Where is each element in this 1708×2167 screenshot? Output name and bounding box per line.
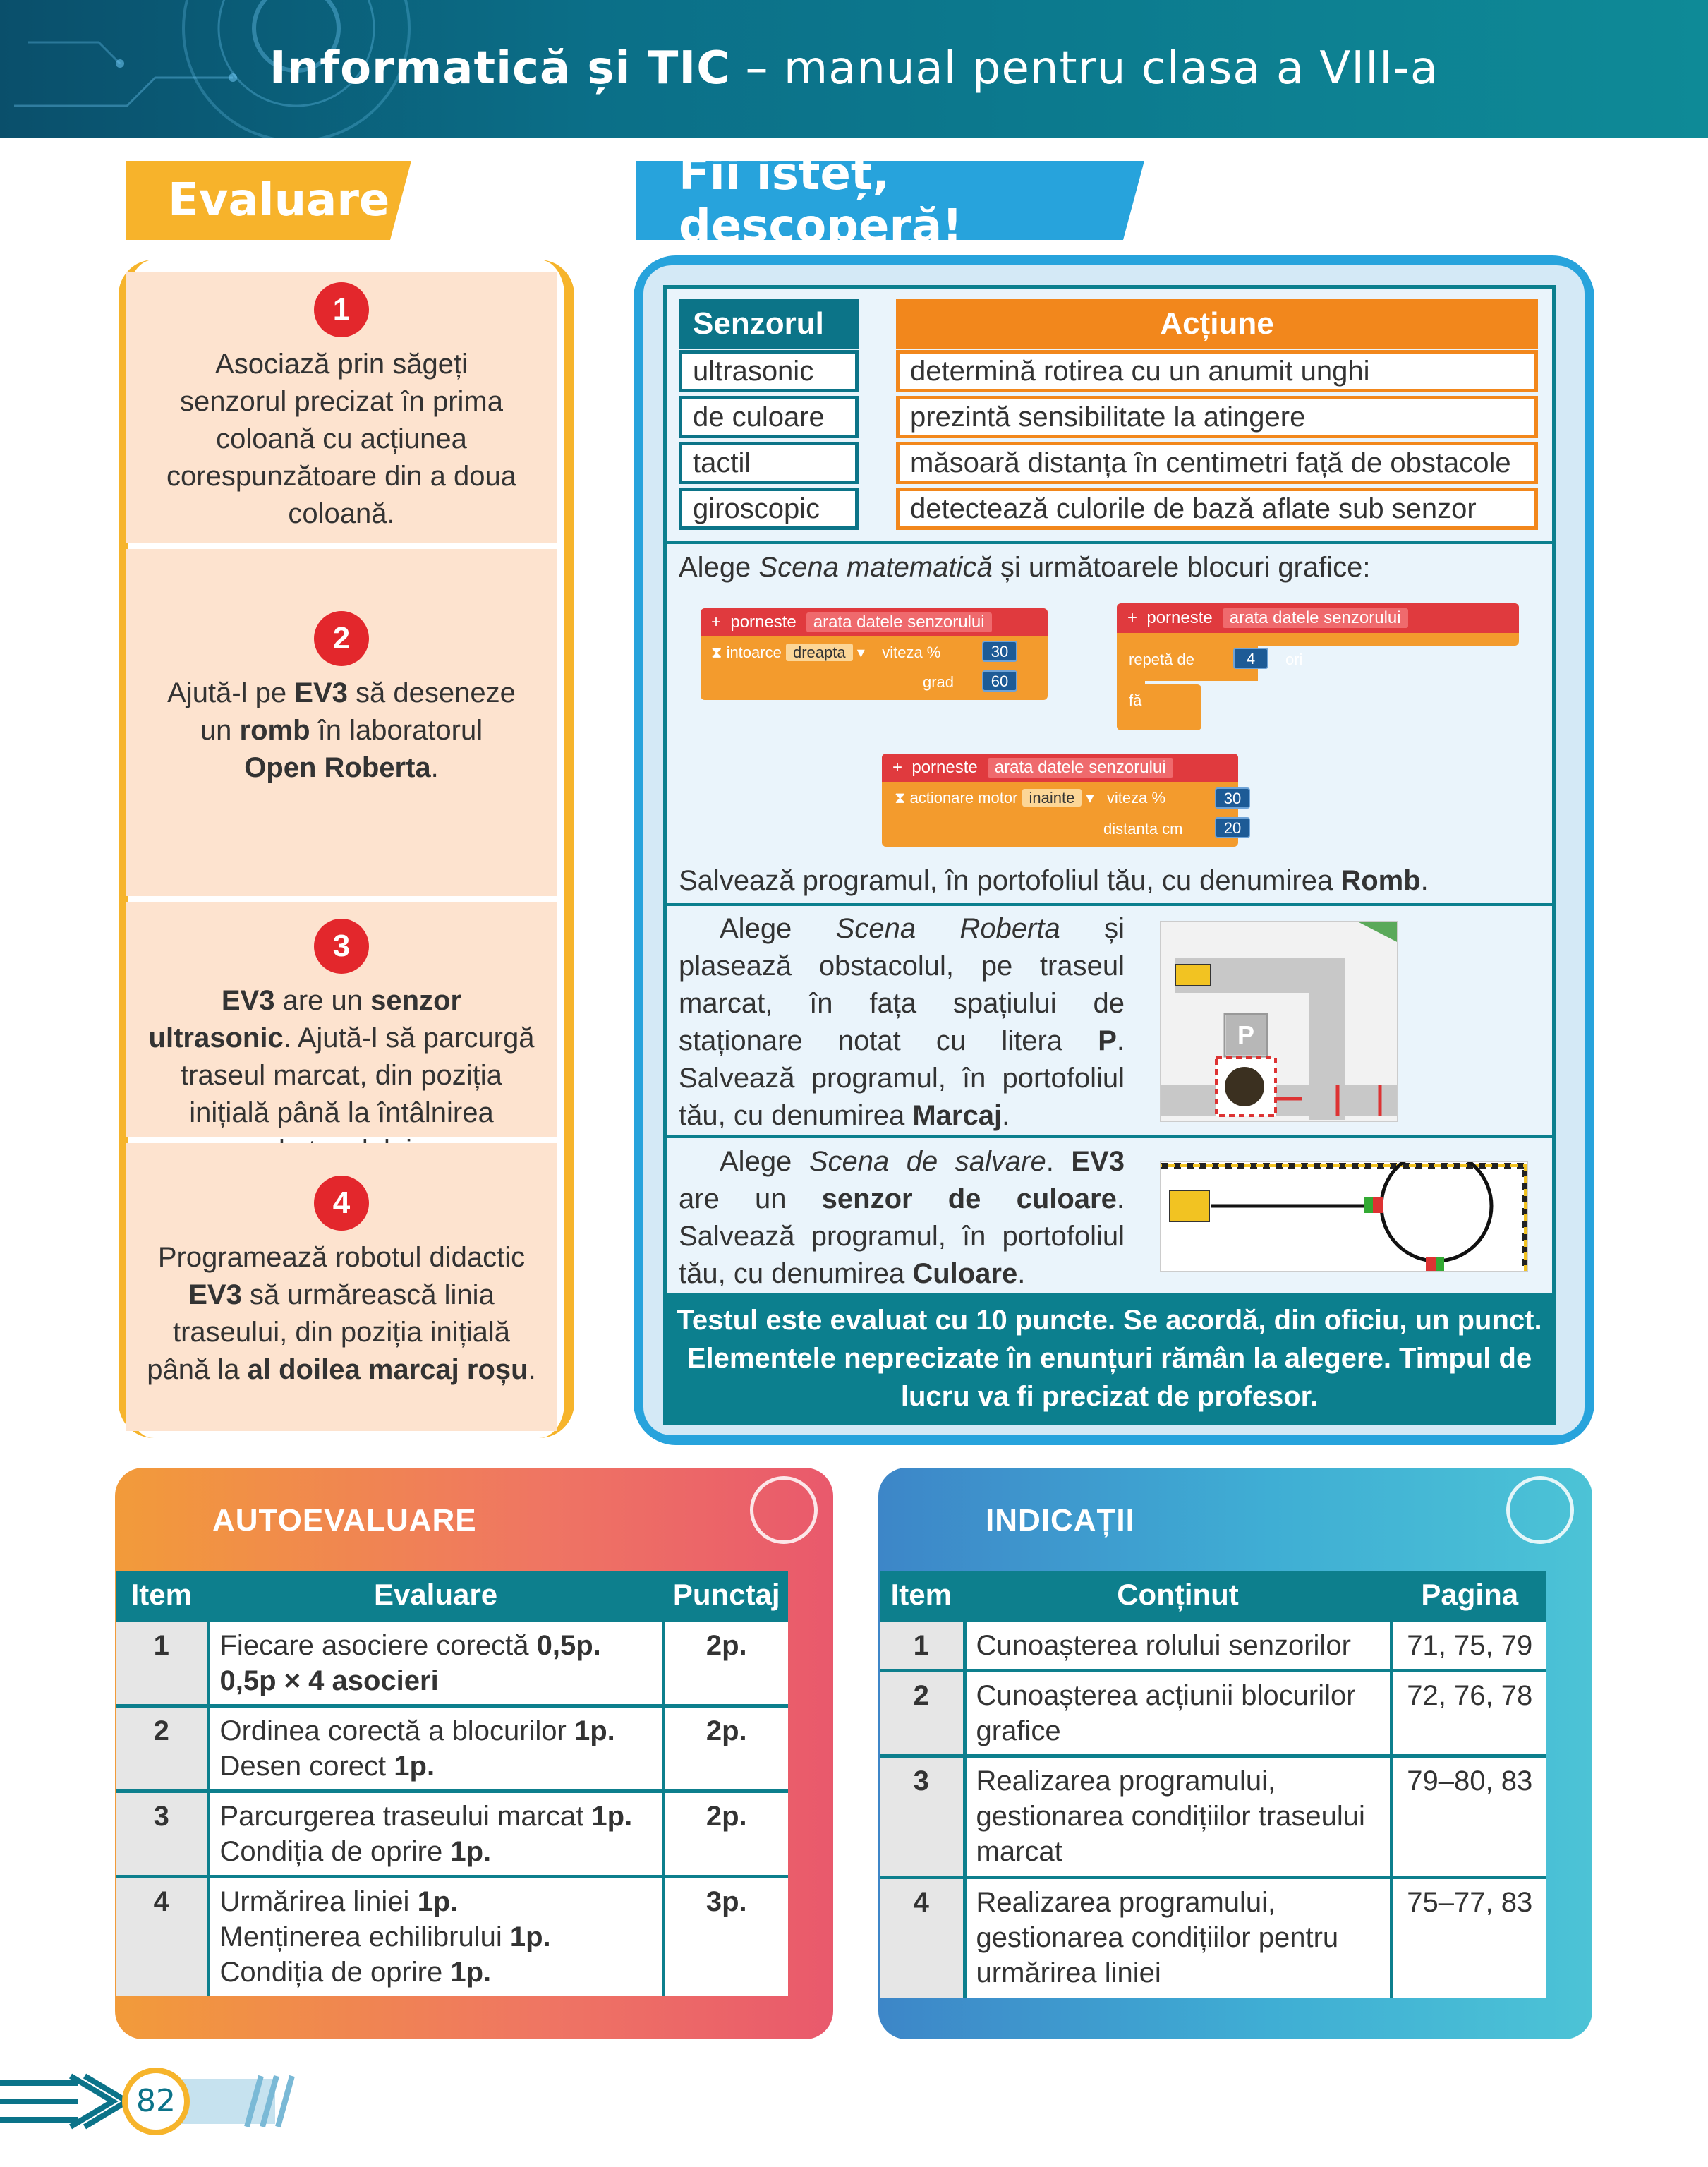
header-punctaj: Punctaj xyxy=(663,1571,788,1620)
evaluation-note: Testul este evaluat cu 10 puncte. Se acordă, din oficiu, un punct. Elementele neprecizate în enunțuri rămân la alegere. Timpul de lucru va fi precizat de profesor. xyxy=(667,1293,1552,1421)
section-divider xyxy=(667,903,1552,906)
ring-decoration xyxy=(750,1476,818,1544)
task2-intro: Alege Scena matematică și următoarele blocuri grafice: xyxy=(679,552,1371,583)
task4-text: Alege Scena de salvare. EV3 are un senzor de culoare. Salvează programul, în portofoliul tău, cu denumirea Culoare. xyxy=(679,1146,1125,1289)
header-item: Item xyxy=(880,1571,964,1620)
table-row: 2 Cunoașterea acțiunii blocurilor grafice 72, 76, 78 xyxy=(880,1670,1546,1756)
eval-item-3: 3 EV3 are un senzor ultrasonic. Ajută-l să parcurgă traseul marcat, din poziția inițială până la întâlnirea xyxy=(126,902,557,1137)
indicatii-table xyxy=(880,1571,1546,1998)
header-pagina: Pagina xyxy=(1391,1571,1546,1620)
page-header xyxy=(0,0,1708,138)
card-title: AUTOEVALUARE xyxy=(212,1503,477,1538)
header-evaluare: Evaluare xyxy=(208,1571,663,1620)
item-number-badge: 1 xyxy=(314,282,369,337)
eval-item-1: 1 Asociază prin săgeți senzorul precizat în prima coloană cu acțiunea corespunzătoare din a doua coloană. xyxy=(126,272,557,543)
tab-evaluare: Evaluare xyxy=(126,161,390,240)
card-title: INDICAȚII xyxy=(986,1503,1135,1538)
table-row: 1 Cunoașterea rolului senzorilor 71, 75, 79 xyxy=(880,1620,1546,1670)
sensor-column-header: Senzorul xyxy=(679,299,859,349)
ring-decoration xyxy=(1506,1476,1574,1544)
eval-item-4: 4 Programează robotul didactic EV3 să urmărească linia traseului, din poziția inițială până la al doilea marcaj roșu. xyxy=(126,1143,557,1431)
eval-item-2: 2 Ajută-l pe EV3 să deseneze un romb în laboratorul Open Roberta. xyxy=(126,549,557,896)
action-cell: prezintă sensibilitate la atingere xyxy=(896,396,1538,438)
table-row: 3 Parcurgerea traseului marcat 1p. Condiția de oprire 1p. 2p. xyxy=(116,1791,788,1876)
table-row: 4 Realizarea programului, gestionarea condițiilor pentru urmărirea liniei 75–77, 83 xyxy=(880,1877,1546,1998)
item-number-badge: 2 xyxy=(314,611,369,666)
roberta-scene-image xyxy=(1160,921,1398,1122)
table-row: 4 Urmărirea liniei 1p. Menținerea echilibrului 1p. Condiția de oprire 1p. 3p. xyxy=(116,1876,788,1996)
tab-fii-istet: Fii isteț, descoperă! xyxy=(636,161,1123,240)
parking-sign: P xyxy=(1226,1015,1266,1055)
book-title: Informatică și TIC – manual pentru clasa a VIII-a xyxy=(269,42,1439,95)
table-row: 3 Realizarea programului, gestionarea condițiilor traseului marcat 79–80, 83 xyxy=(880,1756,1546,1877)
section-divider xyxy=(667,541,1552,544)
section-divider xyxy=(667,1135,1552,1138)
rescue-scene-image xyxy=(1160,1161,1528,1272)
header-continut: Conținut xyxy=(964,1571,1391,1620)
action-column-header: Acțiune xyxy=(896,299,1538,349)
action-cell: detectează culorile de bază aflate sub senzor xyxy=(896,488,1538,530)
page-number: 82 xyxy=(122,2068,190,2135)
rescue-line-drawing xyxy=(1161,1162,1528,1272)
sensor-cell: giroscopic xyxy=(679,488,859,530)
sensor-cell: ultrasonic xyxy=(679,350,859,392)
task2-save: Salvează programul, în portofoliul tău, cu denumirea Romb. xyxy=(679,865,1429,896)
sensor-cell: tactil xyxy=(679,442,859,484)
table-row: 2 Ordinea corectă a blocurilor 1p. Desen corect 1p. 2p. xyxy=(116,1706,788,1791)
autoevaluare-table xyxy=(116,1571,788,1996)
sensor-cell: de culoare xyxy=(679,396,859,438)
table-row: 1 Fiecare asociere corectă 0,5p. 0,5p × 4 asocieri 2p. xyxy=(116,1620,788,1706)
action-cell: determină rotirea cu un anumit unghi xyxy=(896,350,1538,392)
task3-text: Alege Scena Roberta și plasează obstacolul, pe traseul marcat, în fața spațiului de staționare notat cu litera P. Salvează programul, în portofoliul tău, cu denumirea Marcaj. xyxy=(679,913,1125,1131)
item-number-badge: 4 xyxy=(314,1176,369,1231)
item-number-badge: 3 xyxy=(314,919,369,974)
header-item: Item xyxy=(116,1571,208,1620)
action-cell: măsoară distanța în centimetri față de obstacole xyxy=(896,442,1538,484)
roberta-track-drawing xyxy=(1161,922,1398,1122)
